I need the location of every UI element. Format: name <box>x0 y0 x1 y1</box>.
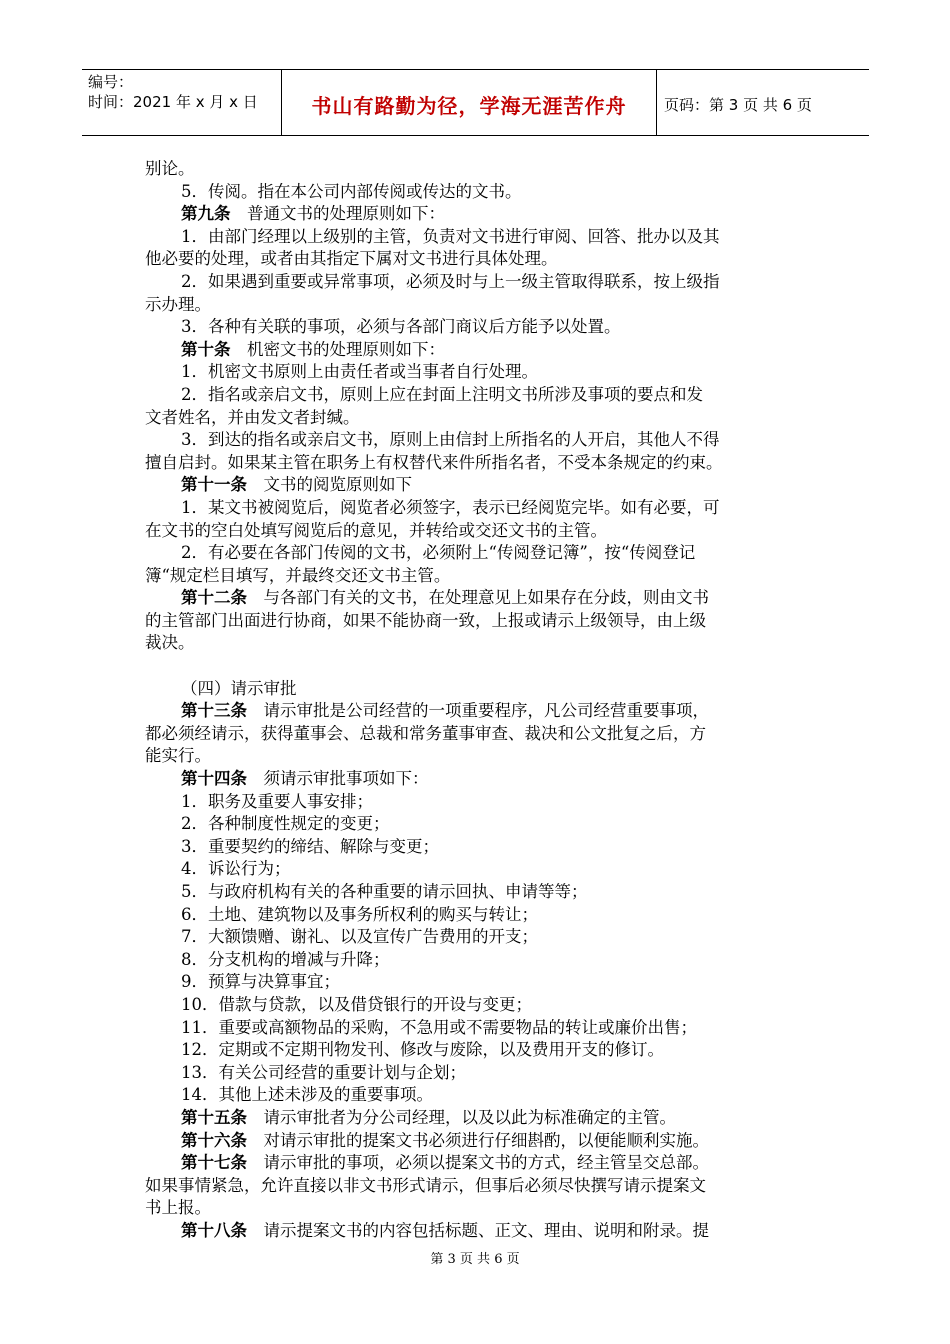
body-line <box>145 361 810 384</box>
body-line <box>145 926 810 949</box>
line-text: 3．各种有关联的事项，必须与各部门商议后方能予以处置。 <box>181 317 621 337</box>
body-line <box>145 1175 810 1198</box>
body-line <box>145 1039 810 1062</box>
line-text: 1．由部门经理以上级别的主管，负责对文书进行审阅、回答、批办以及其 <box>181 226 720 246</box>
line-text: 请示审批的事项，必须以提案文书的方式，经主管呈交总部。 <box>247 1153 709 1173</box>
page-footer: 第 3 页 共 6 页 <box>430 1252 520 1267</box>
line-text: 9．预算与决算事宜； <box>181 972 340 992</box>
document-number-label: 编号： <box>88 73 134 91</box>
line-text: 普通文书的处理原则如下： <box>230 204 445 224</box>
header-divider-right <box>656 70 657 136</box>
line-text: 他必要的处理，或者由其指定下属对文书进行具体处理。 <box>145 249 558 269</box>
line-text: 请示审批是公司经营的一项重要程序，凡公司经营重要事项， <box>247 701 709 721</box>
body-line <box>145 1017 810 1040</box>
line-text: 2．指名或亲启文书，原则上应在封面上注明文书所涉及事项的要点和发 <box>181 384 703 404</box>
body-line <box>145 1220 810 1243</box>
body-line <box>145 271 810 294</box>
line-text: 文书的阅览原则如下 <box>247 475 412 495</box>
line-text: 示办理。 <box>145 294 211 314</box>
line-text: 裁决。 <box>145 633 195 653</box>
body-line <box>145 994 810 1017</box>
line-text: 如果事情紧急，允许直接以非文书形式请示，但事后必须尽快撰写请示提案文 <box>145 1175 706 1195</box>
article-heading: 第十条 <box>181 339 231 359</box>
line-text: 请示提案文书的内容包括标题、正文、理由、说明和附录。提 <box>247 1220 709 1240</box>
line-text: 2．有必要在各部门传阅的文书，必须附上“传阅登记簿”，按“传阅登记 <box>181 543 696 563</box>
line-text: 1．某文书被阅览后，阅览者必须签字，表示已经阅览完毕。如有必要，可 <box>181 497 720 517</box>
line-text: 3．到达的指名或亲启文书，原则上由信封上所指名的人开启，其他人不得 <box>181 430 720 450</box>
body-line <box>145 813 810 836</box>
line-text: 擅自启封。如果某主管在职务上有权替代来件所指名者，不受本条规定的约束。 <box>145 452 723 472</box>
line-text: 10．借款与贷款，以及借贷银行的开设与变更； <box>181 994 532 1014</box>
body-line <box>145 565 810 588</box>
article-heading: 第九条 <box>181 204 231 224</box>
header-motto: 书山有路勤为径，学海无涯苦作舟 <box>311 94 627 118</box>
line-text: 须请示审批事项如下： <box>247 769 429 789</box>
body-line <box>145 203 810 226</box>
body-line <box>145 520 810 543</box>
document-body <box>145 158 810 1243</box>
body-line <box>145 181 810 204</box>
body-line <box>145 316 810 339</box>
line-text: 都必须经请示，获得董事会、总裁和常务董事审查、裁决和公文批复之后，方 <box>145 723 706 743</box>
line-text: 14．其他上述未涉及的重要事项。 <box>181 1085 433 1105</box>
line-text: 13．有关公司经营的重要计划与企划； <box>181 1062 466 1082</box>
body-line <box>145 294 810 317</box>
document-time-label: 时间：2021 年 x 月 x 日 <box>88 93 258 111</box>
line-text: 5．与政府机构有关的各种重要的请示回执、申请等等； <box>181 882 588 901</box>
body-line <box>145 429 810 452</box>
line-text: （四）请示审批 <box>181 678 297 698</box>
body-line <box>145 700 810 723</box>
line-text: 12．定期或不定期刊物发刊、修改与废除，以及费用开支的修订。 <box>181 1040 664 1060</box>
body-line <box>145 497 810 520</box>
body-line <box>145 858 810 881</box>
body-line <box>145 407 810 430</box>
body-line <box>145 384 810 407</box>
body-line <box>145 1062 810 1085</box>
body-line <box>145 881 810 904</box>
header-page-info: 页码：第 3 页 共 6 页 <box>664 96 812 114</box>
line-text: 7．大额馈赠、谢礼、以及宣传广告费用的开支； <box>181 927 538 947</box>
body-line <box>145 587 810 610</box>
header-divider-left <box>281 70 282 136</box>
body-line <box>145 452 810 475</box>
body-line <box>145 1152 810 1175</box>
body-line <box>145 226 810 249</box>
line-text: 簿“规定栏目填写，并最终交还文书主管。 <box>145 565 451 585</box>
article-heading: 第十二条 <box>181 588 247 608</box>
body-line <box>145 339 810 362</box>
body-line <box>145 836 810 859</box>
line-text: 别论。 <box>145 159 195 178</box>
line-text: 能实行。 <box>145 746 211 766</box>
body-line <box>145 949 810 972</box>
body-line <box>145 768 810 791</box>
article-heading: 第十五条 <box>181 1107 247 1127</box>
article-heading: 第十四条 <box>181 769 247 789</box>
article-heading: 第十六条 <box>181 1130 247 1150</box>
line-text: 对请示审批的提案文书必须进行仔细斟酌，以便能顺利实施。 <box>247 1130 709 1150</box>
body-line <box>145 1130 810 1153</box>
line-text: 1．机密文书原则上由责任者或当事者自行处理。 <box>181 362 538 382</box>
line-text: 2．如果遇到重要或异常事项，必须及时与上一级主管取得联系，按上级指 <box>181 271 720 291</box>
body-line <box>145 791 810 814</box>
body-line <box>145 1107 810 1130</box>
line-text: 1．职务及重要人事安排； <box>181 791 373 811</box>
body-line <box>145 248 810 271</box>
body-line <box>145 723 810 746</box>
line-text: 6．土地、建筑物以及事务所权利的购买与转让； <box>181 904 538 924</box>
line-text: 4．诉讼行为； <box>181 859 291 879</box>
line-text: 在文书的空白处填写阅览后的意见，并转给或交还文书的主管。 <box>145 520 607 540</box>
article-heading: 第十八条 <box>181 1220 247 1240</box>
body-line <box>145 1197 810 1220</box>
body-line <box>145 474 810 497</box>
line-text: 8．分支机构的增减与升降； <box>181 949 390 969</box>
body-line <box>145 678 810 701</box>
line-text: 11．重要或高额物品的采购，不急用或不需要物品的转让或廉价出售； <box>181 1017 697 1037</box>
body-line <box>145 632 810 655</box>
article-heading: 第十七条 <box>181 1153 247 1173</box>
line-text: 与各部门有关的文书，在处理意见上如果存在分歧，则由文书 <box>247 588 709 608</box>
line-text: 的主管部门出面进行协商，如果不能协商一致，上报或请示上级领导，由上级 <box>145 610 706 630</box>
line-text: 3．重要契约的缔结、解除与变更； <box>181 836 439 856</box>
body-line <box>145 745 810 768</box>
line-text: 2．各种制度性规定的变更； <box>181 814 390 834</box>
body-line <box>145 904 810 927</box>
line-text: 5．传阅。指在本公司内部传阅或传达的文书。 <box>181 181 522 201</box>
line-text: 请示审批者为分公司经理，以及以此为标准确定的主管。 <box>247 1107 676 1127</box>
line-text: 机密文书的处理原则如下： <box>230 339 445 359</box>
body-line <box>145 542 810 565</box>
header-bottom-rule <box>82 135 869 136</box>
body-line <box>145 971 810 994</box>
header-top-rule <box>82 69 869 70</box>
body-line <box>145 655 810 678</box>
header-meta <box>88 72 258 112</box>
body-line <box>145 1084 810 1107</box>
body-line <box>145 610 810 633</box>
article-heading: 第十三条 <box>181 701 247 721</box>
body-line <box>145 158 810 181</box>
line-text: 文者姓名，并由发文者封缄。 <box>145 407 360 427</box>
line-text: 书上报。 <box>145 1198 211 1218</box>
article-heading: 第十一条 <box>181 475 247 495</box>
